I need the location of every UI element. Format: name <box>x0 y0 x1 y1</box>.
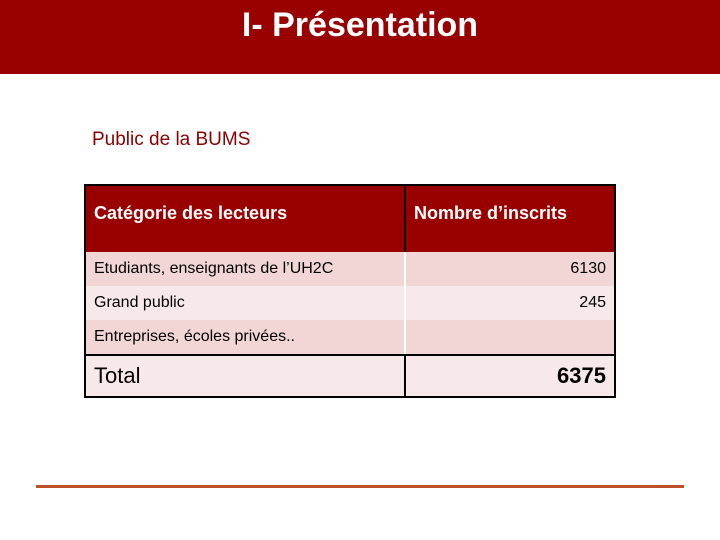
table-row <box>85 320 615 355</box>
table-total-row <box>85 355 615 397</box>
row-category: Grand public <box>85 286 405 320</box>
column-header-count: Nombre d’inscrits <box>405 185 615 252</box>
row-count <box>405 320 615 355</box>
column-header-category: Catégorie des lecteurs <box>85 185 405 252</box>
row-category: Etudiants, enseignants de l’UH2C <box>85 252 405 286</box>
section-subtitle: Public de la BUMS <box>92 129 251 150</box>
bottom-divider <box>36 485 684 488</box>
readers-table <box>84 184 616 398</box>
table-row <box>85 286 615 320</box>
total-count: 6375 <box>405 355 615 397</box>
page-title: I- Présentation <box>241 6 479 44</box>
table-header-row <box>85 185 615 252</box>
total-label: Total <box>85 355 405 397</box>
row-count: 6130 <box>405 252 615 286</box>
table-row <box>85 252 615 286</box>
row-count: 245 <box>405 286 615 320</box>
row-category: Entreprises, écoles privées.. <box>85 320 405 355</box>
